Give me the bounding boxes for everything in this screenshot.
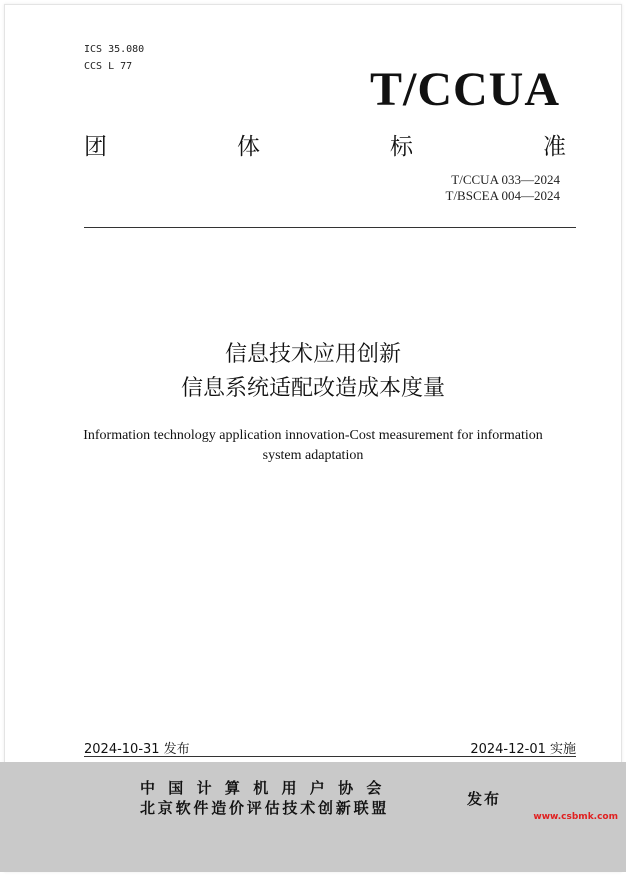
standard-type xyxy=(84,128,566,161)
issue-label: 发布 xyxy=(467,790,502,808)
standard-type-char: 团 xyxy=(84,134,107,160)
chinese-title xyxy=(0,338,626,406)
ccs-code: CCS L 77 xyxy=(84,61,133,72)
footer-divider xyxy=(84,756,576,757)
standard-number: T/BSCEA 004—2024 xyxy=(445,188,560,203)
classification-codes xyxy=(84,41,144,75)
publishers xyxy=(140,778,395,818)
standard-type-char: 体 xyxy=(237,134,260,160)
publisher-name: 北京软件造价评估技术创新联盟 xyxy=(140,799,390,817)
english-title-line: system adaptation xyxy=(262,448,364,463)
ics-code: ICS 35.080 xyxy=(84,44,145,55)
standard-type-char: 标 xyxy=(390,134,413,160)
english-title xyxy=(0,426,626,466)
header-divider xyxy=(84,227,576,228)
publish-date: 2024‑10‑31 发布 xyxy=(84,742,190,757)
chinese-title-line: 信息技术应用创新 xyxy=(224,342,401,367)
watermark: www.csbmk.com xyxy=(533,812,618,822)
standard-numbers xyxy=(446,172,561,204)
chinese-title-line: 信息系统适配改造成本度量 xyxy=(180,376,445,401)
publisher-name: 中国计算机用户协会 xyxy=(140,779,395,797)
standard-brand: T/CCUA xyxy=(369,63,560,116)
standard-type-char: 准 xyxy=(543,134,566,160)
dates-row xyxy=(84,738,576,757)
english-title-line: Information technology application innovation-Cost measurement for information xyxy=(83,428,543,443)
implement-date: 2024‑12‑01 实施 xyxy=(470,742,576,757)
standard-number: T/CCUA 033—2024 xyxy=(451,172,560,187)
